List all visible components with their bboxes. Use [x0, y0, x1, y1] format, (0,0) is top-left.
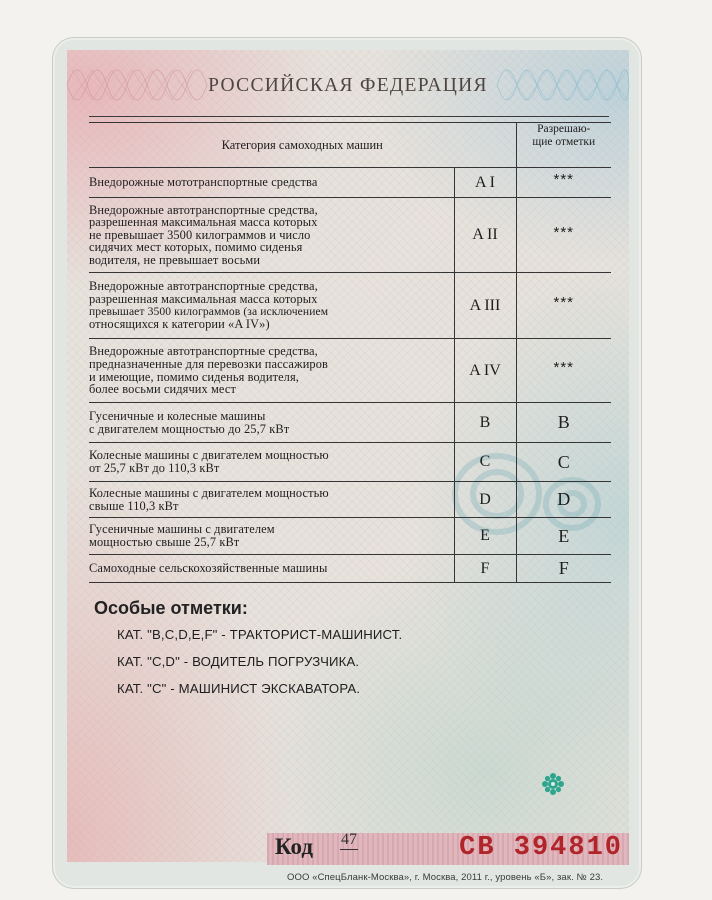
- description-line: более восьми сидячих мест: [89, 382, 236, 397]
- document-card: [52, 37, 642, 889]
- category-description: [89, 482, 454, 518]
- description-line: Внедорожные автотранспортные средства,: [89, 202, 318, 217]
- description-line: Гусеничные машины с двигателем: [89, 522, 275, 537]
- description-line: Колесные машины с двигателем мощностью: [89, 448, 329, 463]
- permit-mark: E: [516, 518, 611, 555]
- category-column-header: Категория самоходных машин: [89, 123, 516, 168]
- permit-mark: ***: [516, 273, 611, 339]
- permit-mark: ***: [516, 198, 611, 273]
- table-row: [89, 273, 611, 339]
- rosette-hologram-icon: [541, 772, 565, 796]
- category-description: [89, 273, 454, 339]
- table-row: [89, 518, 611, 555]
- title-divider: [89, 116, 609, 117]
- marks-column-header: [516, 123, 611, 168]
- category-description: [89, 555, 454, 583]
- table-row: [89, 555, 611, 583]
- description-line: разрешенная максимальная масса которых: [89, 291, 318, 306]
- table-header-row: [89, 123, 611, 168]
- description-line: Самоходные сельскохозяйственные машины: [89, 561, 328, 576]
- description-line: от 25,7 кВт до 110,3 кВт: [89, 461, 220, 475]
- special-mark-entry: КАТ. "С" - МАШИНИСТ ЭКСКАВАТОРА.: [117, 681, 361, 696]
- description-line: не превышает 3500 килограммов и число: [89, 227, 311, 242]
- marks-header-line: Разрешаю-: [537, 123, 591, 135]
- description-line: превышает 3500 килограммов (за исключением: [89, 304, 329, 318]
- table-row: [89, 339, 611, 403]
- special-mark-entry: КАТ. "B,C,D,E,F" - ТРАКТОРИСТ-МАШИНИСТ.: [117, 627, 403, 642]
- description-line: водителя, не превышает восьми: [89, 252, 261, 267]
- category-code: C: [454, 443, 516, 482]
- table-row: [89, 443, 611, 482]
- description-line: Внедорожные автотранспортные средства,: [89, 279, 318, 294]
- category-code: F: [454, 555, 516, 583]
- description-line: Колесные машины с двигателем мощностью: [89, 485, 329, 500]
- special-marks-title: Особые отметки:: [94, 598, 248, 618]
- description-line: предназначенные для перевозки пассажиров: [89, 356, 328, 371]
- document-page: [67, 50, 629, 883]
- category-description: [89, 168, 454, 198]
- description-line: сидячих мест которых, помимо сиденья: [89, 240, 303, 255]
- category-code: B: [454, 403, 516, 443]
- table-row: [89, 198, 611, 273]
- category-description: [89, 403, 454, 443]
- table-row: [89, 168, 611, 198]
- category-description: [89, 339, 454, 403]
- category-description: [89, 443, 454, 482]
- special-mark-entry: КАТ. "C,D" - ВОДИТЕЛЬ ПОГРУЗЧИКА.: [117, 654, 360, 669]
- serial-number: CB 394810: [459, 833, 623, 863]
- description-line: мощностью свыше 25,7 кВт: [89, 535, 240, 549]
- category-code: A II: [454, 198, 516, 273]
- table-row: [89, 482, 611, 518]
- permit-mark: F: [516, 555, 611, 583]
- description-line: Внедорожные мототранспортные средства: [89, 175, 318, 190]
- category-code: E: [454, 518, 516, 555]
- permit-mark: C: [516, 443, 611, 482]
- category-description: [89, 198, 454, 273]
- category-code: A III: [454, 273, 516, 339]
- document-title: РОССИЙСКАЯ ФЕДЕРАЦИЯ: [208, 75, 488, 96]
- code-bar: [267, 833, 629, 865]
- description-line: с двигателем мощностью до 25,7 кВт: [89, 421, 290, 436]
- category-code: A IV: [454, 339, 516, 403]
- permit-mark: ***: [516, 168, 611, 198]
- printer-line: ООО «СпецБланк-Москва», г. Москва, 2011 г., уровень «Б», зак. № 23.: [287, 872, 604, 883]
- categories-table: [89, 122, 611, 583]
- permit-mark: D: [516, 482, 611, 518]
- description-line: Гусеничные и колесные машины: [89, 408, 266, 423]
- category-code: D: [454, 482, 516, 518]
- code-number: 47: [341, 831, 357, 848]
- category-description: [89, 518, 454, 555]
- category-code: A I: [454, 168, 516, 198]
- description-line: свыше 110,3 кВт: [89, 498, 179, 513]
- special-marks-section: [94, 598, 402, 696]
- marks-header-line: щие отметки: [532, 136, 596, 148]
- permit-mark: ***: [516, 339, 611, 403]
- description-line: разрешенная максимальная масса которых: [89, 215, 318, 230]
- description-line: и имеющие, помимо сиденья водителя,: [89, 369, 299, 384]
- table-row: [89, 403, 611, 443]
- description-line: относящихся к категории «A IV»): [89, 317, 270, 332]
- description-line: Внедорожные автотранспортные средства,: [89, 344, 318, 359]
- permit-mark: B: [516, 403, 611, 443]
- code-label: Код: [275, 834, 314, 859]
